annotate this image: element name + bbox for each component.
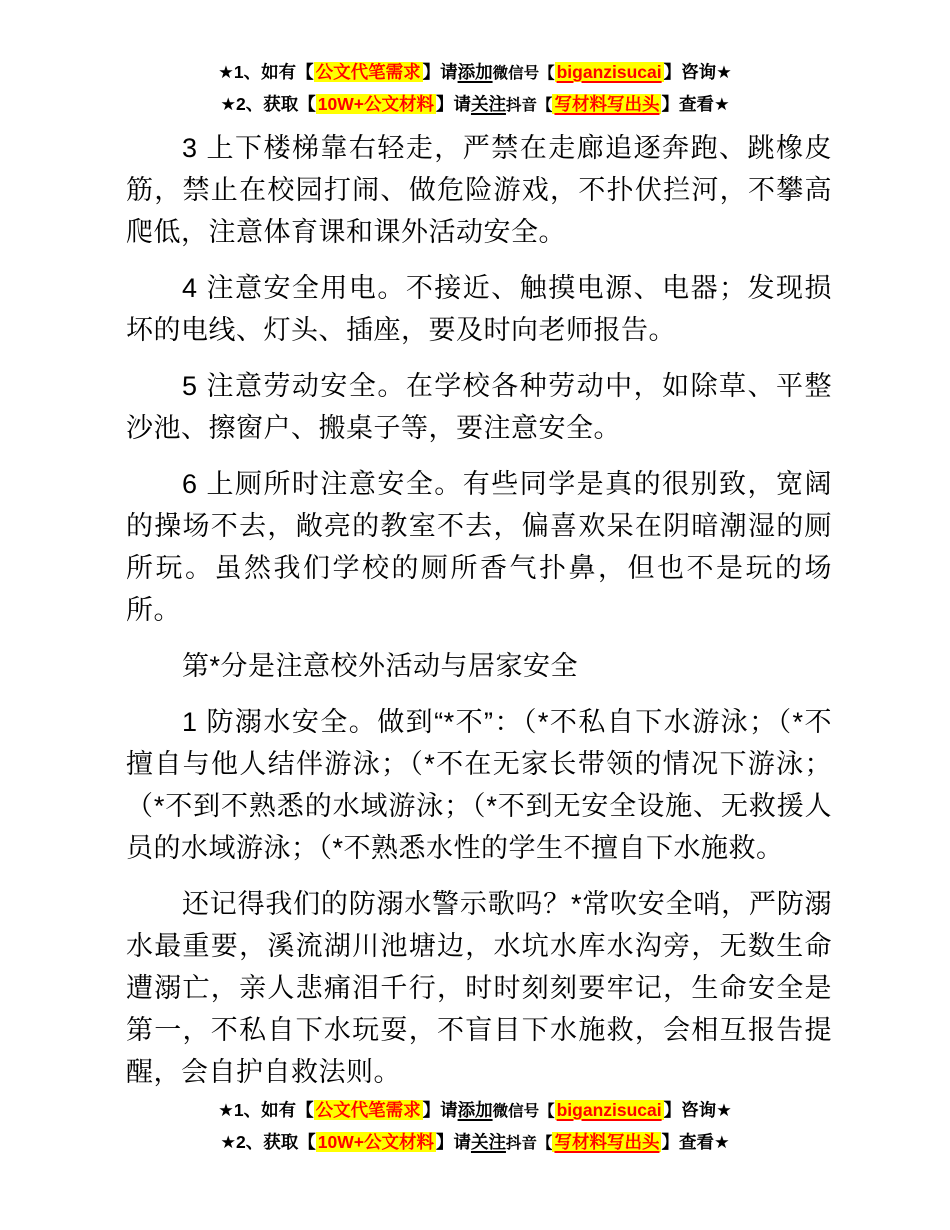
promo-highlight-material: 10W+公文材料: [317, 1132, 434, 1152]
promo-underline-add: 添加: [457, 1100, 493, 1120]
promo-footer-line-1: [0, 1095, 950, 1127]
promo-text-segment: 】咨询★: [663, 62, 732, 82]
paragraph-electricity-safety: 4 注意安全用电。不接近、触摸电源、电器；发现损坏的电线、灯头、插座，要及时向老师报告。: [126, 273, 832, 345]
promo-douyin-id: 写材料写出头: [554, 94, 660, 114]
promo-underline-follow: 关注: [470, 1132, 506, 1152]
promo-text-segment: 】咨询★: [663, 1100, 732, 1120]
promo-text-segment: 】请: [435, 94, 471, 114]
promo-text-segment: 】请: [435, 1132, 471, 1152]
promo-text-segment: ★1、如有【: [218, 62, 314, 82]
promo-underline-add: 添加: [457, 62, 493, 82]
promo-text-segment: ★1、如有【: [218, 1100, 314, 1120]
promo-text-segment: 】查看★: [661, 1132, 730, 1152]
promo-underline-follow: 关注: [470, 94, 506, 114]
promo-wechat-id: biganzisucai: [556, 1100, 662, 1120]
section-heading-off-campus-safety: 第*分是注意校外活动与居家安全: [182, 651, 579, 681]
promo-text-segment: 抖音【: [505, 97, 553, 114]
document-body: [126, 127, 832, 1093]
promo-text-segment: 】请: [422, 62, 458, 82]
promo-text-segment: 】请: [422, 1100, 458, 1120]
paragraph-drowning-prevention: 1 防溺水安全。做到“*不”：（*不私自下水游泳；（*不擅自与他人结伴游泳；（*不在无家长带领的情况下游泳；（*不到不熟悉的水域游泳；（*不到无安全设施、无救援人员的水域游泳；（*不熟悉水性的学生不擅自下水施救。: [126, 707, 832, 863]
promo-text-segment: 微信号【: [492, 1103, 555, 1120]
promo-header-line-1: [0, 57, 950, 89]
promo-wechat-id: biganzisucai: [556, 62, 662, 82]
paragraph-labor-safety: 5 注意劳动安全。在学校各种劳动中，如除草、平整沙池、擦窗户、搬桌子等，要注意安全。: [126, 371, 832, 443]
paragraph-stairs-safety: 3 上下楼梯靠右轻走，严禁在走廊追逐奔跑、跳橡皮筋，禁止在校园打闹、做危险游戏，不扑伏拦河，不攀高爬低，注意体育课和课外活动安全。: [126, 133, 832, 247]
promo-highlight-need: 公文代笔需求: [315, 62, 421, 82]
promo-text-segment: ★2、获取【: [220, 94, 316, 114]
promo-text-segment: 】查看★: [661, 94, 730, 114]
promo-header-line-2: [0, 89, 950, 121]
promo-text-segment: ★2、获取【: [220, 1132, 316, 1152]
paragraph-drowning-warning-song: 还记得我们的防溺水警示歌吗？*常吹安全哨，严防溺水最重要，溪流湖川池塘边，水坑水库水沟旁，无数生命遭溺亡，亲人悲痛泪千行，时时刻刻要牢记，生命安全是第一，不私自下水玩耍，不盲目下水施救，会相互报告提醒，会自护自救法则。: [126, 889, 832, 1087]
promo-footer-line-2: [0, 1127, 950, 1159]
promo-highlight-material: 10W+公文材料: [317, 94, 434, 114]
promo-text-segment: 微信号【: [492, 65, 555, 82]
promo-text-segment: 抖音【: [505, 1135, 553, 1152]
promo-highlight-need: 公文代笔需求: [315, 1100, 421, 1120]
promo-header: [0, 0, 950, 121]
promo-douyin-id: 写材料写出头: [554, 1132, 660, 1152]
promo-footer: [0, 1095, 950, 1159]
paragraph-restroom-safety: 6 上厕所时注意安全。有些同学是真的很别致，宽阔的操场不去，敞亮的教室不去，偏喜欢呆在阴暗潮湿的厕所玩。虽然我们学校的厕所香气扑鼻，但也不是玩的场所。: [126, 469, 832, 625]
